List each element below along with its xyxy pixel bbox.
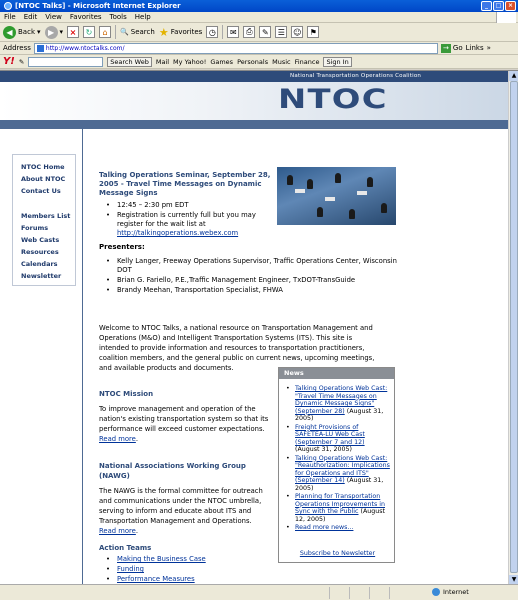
person-shape xyxy=(307,179,313,189)
security-zone xyxy=(432,588,469,596)
news-item xyxy=(283,455,390,493)
search-button[interactable] xyxy=(120,28,155,36)
action-team-link[interactable]: Performance Measures xyxy=(117,575,195,583)
yahoo-item-my-yahoo[interactable]: My Yahoo! xyxy=(173,57,207,66)
close-button[interactable]: × xyxy=(505,1,516,11)
subscribe-link[interactable]: Subscribe to Newsletter xyxy=(299,550,376,557)
header-band xyxy=(0,82,508,120)
person-shape xyxy=(349,209,355,219)
news-link[interactable]: Freight Provisions of SAFETEA-LU Web Cast (September 7 and 12) xyxy=(295,423,365,446)
person-shape xyxy=(381,203,387,213)
mission-text: To improve management and operation of the nation's existing transportation system so that its performance will exceed customer expectations. xyxy=(99,405,269,433)
action-teams-title: Action Teams xyxy=(99,544,152,552)
nav-gap xyxy=(21,197,75,210)
action-team-item xyxy=(99,555,269,564)
yahoo-search-input[interactable] xyxy=(28,57,103,67)
news-link[interactable]: Talking Operations Web Cast: "Travel Time Messages on Dynamic Message Signs" (September 28) xyxy=(295,385,388,415)
registration-link[interactable]: http://talkingoperations.webex.com xyxy=(117,229,239,237)
nawg-read-more[interactable]: Read more xyxy=(99,527,136,535)
status-segment xyxy=(330,587,350,599)
presenters-list xyxy=(99,257,399,295)
status-text xyxy=(0,587,330,599)
seminar-time: • 12:45 – 2:30 pm EDT xyxy=(99,201,274,210)
person-shape xyxy=(317,207,323,217)
go-button[interactable] xyxy=(441,44,463,53)
standard-toolbar xyxy=(0,23,518,42)
news-date: (August 31, 2005) xyxy=(295,407,384,422)
zone-label: Internet xyxy=(443,588,469,596)
back-label: Back xyxy=(18,28,35,36)
window-titlebar xyxy=(0,0,518,12)
scroll-up-icon[interactable]: ▲ xyxy=(509,71,518,81)
news-item xyxy=(283,524,390,532)
person-shape xyxy=(335,173,341,183)
laptop-shape xyxy=(295,189,305,193)
ntoc-logo[interactable]: NTOC xyxy=(278,84,388,115)
favorites-button[interactable] xyxy=(159,26,203,39)
home-icon[interactable]: ⌂ xyxy=(99,26,111,38)
yahoo-toolbar xyxy=(0,55,518,69)
yahoo-item-mail[interactable]: Mail xyxy=(155,57,170,66)
toolbar-separator xyxy=(115,25,116,39)
seminar-section xyxy=(99,171,397,296)
menu-help[interactable]: Help xyxy=(134,13,151,21)
address-url: http://www.ntoctalks.com/ xyxy=(45,44,125,52)
news-item xyxy=(283,424,390,454)
nav-calendars[interactable]: Calendars xyxy=(21,260,58,268)
news-link[interactable]: Talking Operations Web Cast: "Reauthorization: Implications for Operations and ITS" (September 14) xyxy=(295,454,390,484)
globe-icon xyxy=(432,588,440,596)
yahoo-item-games[interactable]: Games xyxy=(210,57,234,66)
back-arrow-icon: ◀ xyxy=(3,26,16,39)
address-input[interactable] xyxy=(34,43,438,54)
ie-logo-icon xyxy=(4,2,12,10)
news-link[interactable]: Planning for Transportation Operations Improvements in Sync with the Public xyxy=(295,493,386,515)
person-shape xyxy=(367,177,373,187)
mission-read-more[interactable]: Read more xyxy=(99,435,136,443)
presenter-item: • Kelly Langer, Freeway Operations Supervisor, Traffic Operations Center, Wisconsin DOT xyxy=(99,257,399,275)
nawg-text: The NAWG is the formal committee for outreach and communications under the NTOC umbrella, serving to inform and educate about ITS and Transportation Management and Operations. xyxy=(99,487,263,525)
window-controls xyxy=(481,1,516,11)
news-box xyxy=(278,367,395,563)
nav-contact-us[interactable]: Contact Us xyxy=(21,187,61,195)
news-item xyxy=(283,385,390,423)
toolbar-separator xyxy=(222,25,223,39)
news-list xyxy=(279,379,394,532)
yahoo-sign-in-button[interactable]: Sign In xyxy=(323,57,351,67)
browser-viewport xyxy=(0,70,518,584)
yahoo-search-button[interactable]: Search Web xyxy=(107,57,152,67)
menu-file[interactable]: File xyxy=(4,13,16,21)
mission-title: NTOC Mission xyxy=(99,390,154,398)
mission-section: NTOC Mission To improve management and operation of the nation's existing transportation system so that its performance will exceed customer expectations. Read more. xyxy=(99,390,269,443)
yahoo-item-music[interactable]: Music xyxy=(272,57,291,66)
action-team-link[interactable]: Funding xyxy=(117,565,144,573)
action-team-item xyxy=(99,575,269,584)
forward-arrow-icon: ▶ xyxy=(45,26,58,39)
menu-edit[interactable]: Edit xyxy=(23,13,38,21)
refresh-icon[interactable]: ↻ xyxy=(83,26,95,38)
left-column-rule xyxy=(82,129,83,584)
nav-members-list[interactable]: Members List xyxy=(21,212,71,220)
minimize-button[interactable]: _ xyxy=(481,1,492,11)
laptop-shape xyxy=(325,197,335,201)
yahoo-item-finance[interactable]: Finance xyxy=(294,57,320,66)
news-header: News xyxy=(279,368,394,379)
address-label: Address xyxy=(3,44,31,52)
seminar-title: Talking Operations Seminar, September 28, 2005 - Travel Time Messages on Dynamic Message Signs xyxy=(99,171,271,197)
star-icon: ★ xyxy=(158,25,169,39)
back-button[interactable]: ◀ Back ▾ xyxy=(3,26,41,39)
menu-favorites[interactable]: Favorites xyxy=(69,13,102,21)
meeting-photo xyxy=(277,167,396,225)
news-date: (August 12, 2005) xyxy=(295,508,386,523)
stop-icon[interactable]: × xyxy=(67,26,79,38)
status-segment xyxy=(350,587,370,599)
yahoo-item-personals[interactable]: Personals xyxy=(237,57,269,66)
address-bar xyxy=(0,42,518,55)
page-icon xyxy=(37,45,44,52)
search-icon: 🔍 xyxy=(120,28,129,36)
news-date: (August 31, 2005) xyxy=(295,446,352,453)
registration-text: Registration is currently full but you may register for the wait list at xyxy=(117,211,256,228)
header-bottom-band xyxy=(0,120,508,129)
links-chevron-icon[interactable]: » xyxy=(486,44,491,52)
status-bar xyxy=(0,584,518,600)
web-page xyxy=(0,71,508,584)
news-date: (August 31, 2005) xyxy=(295,477,384,492)
history-icon[interactable]: ◷ xyxy=(206,26,218,38)
discuss-icon[interactable]: ☰ xyxy=(275,26,287,38)
go-label: Go xyxy=(452,44,463,52)
header-top-band xyxy=(0,71,508,82)
news-item xyxy=(283,493,390,523)
read-more-news-link[interactable]: Read more news... xyxy=(295,524,354,531)
coalition-name: National Transportation Operations Coalition xyxy=(290,73,422,79)
scroll-down-icon[interactable]: ▼ xyxy=(509,575,518,584)
edit-icon[interactable]: ✎ xyxy=(259,26,271,38)
action-teams-section xyxy=(99,543,269,584)
seminar-registration xyxy=(99,211,274,238)
action-team-item xyxy=(99,565,269,574)
nav-about-ntoc[interactable]: About NTOC xyxy=(21,175,66,183)
nav-resources[interactable]: Resources xyxy=(21,248,59,256)
presenters-heading: Presenters: xyxy=(99,243,145,251)
links-button[interactable]: Links xyxy=(465,44,484,52)
left-navigation xyxy=(12,154,76,286)
nav-forums[interactable]: Forums xyxy=(21,224,49,232)
nav-web-casts[interactable]: Web Casts xyxy=(21,236,60,244)
mail-icon[interactable]: ✉ xyxy=(227,26,239,38)
status-segment xyxy=(370,587,390,599)
forward-button[interactable]: ▶ ▾ xyxy=(45,26,64,39)
nav-ntoc-home[interactable]: NTOC Home xyxy=(21,163,65,171)
messenger-icon[interactable]: ☺ xyxy=(293,27,302,37)
print-icon[interactable]: ⎙ xyxy=(243,26,255,38)
window-title: [NTOC Talks] - Microsoft Internet Explorer xyxy=(15,2,181,10)
intro-paragraph: Welcome to NTOC Talks, a national resource on Transportation Management and Operations (M&O) and Intelligent Transportation Systems (ITS). This site is intended to provide information and resources to transportation practitioners, coalition members, and the general public on current news, upcoming meetings, and available products and documents. xyxy=(99,324,375,372)
favorites-label: Favorites xyxy=(170,28,203,36)
nav-newsletter[interactable]: Newsletter xyxy=(21,272,62,280)
action-team-link[interactable]: Making the Business Case xyxy=(117,555,206,563)
pencil-icon[interactable]: ✎ xyxy=(18,57,25,66)
vertical-scrollbar[interactable] xyxy=(508,71,518,584)
presenter-item: • Brandy Meehan, Transportation Specialist, FHWA xyxy=(99,286,399,295)
laptop-shape xyxy=(357,191,367,195)
nawg-section: National Associations Working Group (NAWG) The NAWG is the formal committee for outreach and communications under the NTOC umbrella, serving to inform and educate about ITS and Transportation Management and Operations. Read more. xyxy=(99,461,269,536)
research-icon[interactable]: ⚑ xyxy=(307,26,319,38)
person-shape xyxy=(287,175,293,185)
presenter-item: • Brian G. Fariello, P.E.,Traffic Management Engineer, TxDOT-TransGuide xyxy=(99,276,399,285)
subscribe-row xyxy=(279,550,396,557)
maximize-button[interactable]: □ xyxy=(493,1,504,11)
seminar-details xyxy=(99,201,274,238)
yahoo-logo[interactable]: Y! xyxy=(3,56,15,67)
menu-bar xyxy=(0,12,518,23)
nawg-title: National Associations Working Group (NAWG) xyxy=(99,462,246,480)
menu-tools[interactable]: Tools xyxy=(109,13,127,21)
windows-logo-icon xyxy=(496,12,516,23)
go-arrow-icon: → xyxy=(441,44,451,53)
search-label: Search xyxy=(130,28,155,36)
action-teams-list xyxy=(99,555,269,584)
scroll-thumb[interactable] xyxy=(510,81,518,573)
menu-view[interactable]: View xyxy=(45,13,62,21)
